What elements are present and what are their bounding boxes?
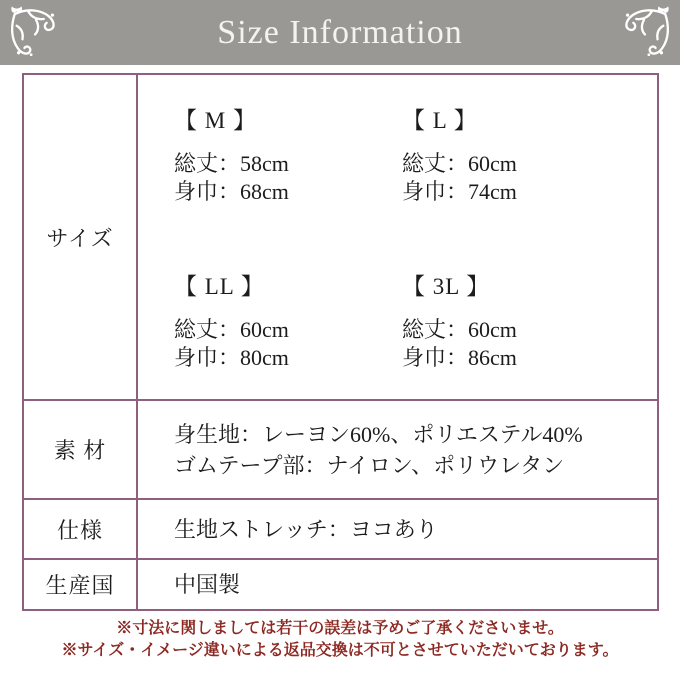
row-label-spec: 仕様 — [23, 499, 137, 559]
country-cell — [137, 559, 658, 610]
flourish-ornament-icon — [615, 4, 673, 61]
header-bar — [0, 0, 680, 65]
spec-cell — [137, 499, 658, 559]
size-cells — [137, 74, 658, 400]
table-row-size — [23, 74, 658, 400]
size-measure: 身巾：68cm — [174, 179, 289, 204]
country-line: 中国製 — [174, 572, 241, 597]
footnotes — [0, 618, 680, 662]
size-name: 【 L 】 — [402, 108, 478, 133]
size-info-table — [22, 73, 659, 611]
size-measure: 総丈：60cm — [402, 317, 517, 342]
size-name: 【 M 】 — [174, 108, 257, 133]
size-block-3l — [402, 268, 656, 372]
size-name: 【 3L 】 — [402, 274, 491, 299]
page-title: Size Information — [217, 14, 463, 51]
spec-line: 生地ストレッチ：ヨコあり — [174, 516, 438, 542]
material-line: ゴムテープ部：ナイロン、ポリウレタン — [174, 452, 565, 478]
table-row-spec — [23, 499, 658, 559]
flourish-ornament-icon — [7, 4, 65, 61]
footnote-line: ※寸法に関しましては若干の誤差は予めご了承くださいませ。 — [116, 620, 564, 637]
table-row-country — [23, 559, 658, 610]
size-measure: 身巾：80cm — [174, 345, 289, 370]
size-grid — [174, 102, 656, 372]
size-measure: 身巾：86cm — [402, 345, 517, 370]
row-label-country: 生産国 — [23, 559, 137, 610]
row-label-material: 素 材 — [23, 400, 137, 499]
material-cell — [137, 400, 658, 499]
table-row-material — [23, 400, 658, 499]
size-measure: 身巾：74cm — [402, 179, 517, 204]
size-measure: 総丈：60cm — [174, 317, 289, 342]
size-block-l — [402, 102, 656, 206]
size-block-m — [174, 102, 402, 206]
row-label-size: サイズ — [23, 74, 137, 400]
size-name: 【 LL 】 — [174, 274, 265, 299]
size-measure: 総丈：58cm — [174, 151, 289, 176]
size-measure: 総丈：60cm — [402, 151, 517, 176]
footnote-line: ※サイズ・イメージ違いによる返品交換は不可とさせていただいております。 — [61, 642, 619, 659]
material-line: 身生地：レーヨン60%、ポリエステル40% — [174, 421, 583, 447]
size-block-ll — [174, 268, 402, 372]
